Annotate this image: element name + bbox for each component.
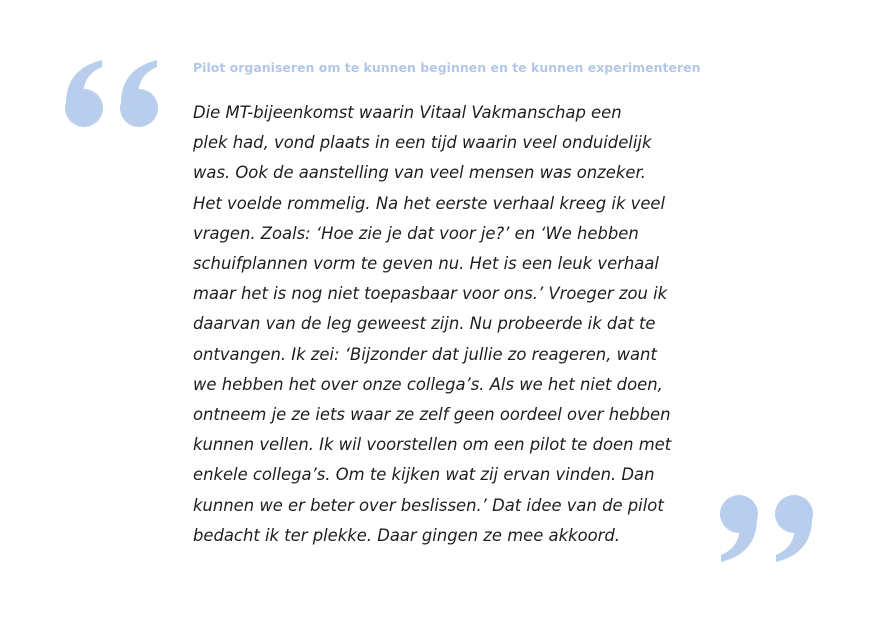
quote-line: daarvan van de leg geweest zijn. Nu probeerde ik dat te <box>193 314 656 334</box>
quote-line: was. Ook de aanstelling van veel mensen was onzeker. <box>193 163 646 183</box>
quote-line: kunnen vellen. Ik wil voorstellen om een pilot te doen met <box>193 435 672 455</box>
quote-line: ontneem je ze iets waar ze zelf geen oordeel over hebben <box>193 405 671 425</box>
quote-line: plek had, vond plaats in een tijd waarin veel onduidelijk <box>193 133 652 153</box>
quote-body <box>193 98 693 551</box>
quote-line: maar het is nog niet toepasbaar voor ons.’ Vroeger zou ik <box>193 284 668 304</box>
quote-line: vragen. Zoals: ‘Hoe zie je dat voor je?’ en ‘We hebben <box>193 223 639 243</box>
quote-line: bedacht ik ter plekke. Daar gingen ze mee akkoord. <box>193 525 620 545</box>
open-quote-icon <box>62 58 166 130</box>
quote-line: we hebben het over onze collega’s. Als we het niet doen, <box>193 374 663 394</box>
quote-line: schuifplannen vorm te geven nu. Het is een leuk verhaal <box>193 254 659 274</box>
quote-line: kunnen we er beter over beslissen.’ Dat idee van de pilot <box>193 495 664 515</box>
quote-line: Het voelde rommelig. Na het eerste verhaal kreeg ik veel <box>193 193 666 213</box>
close-quote-icon <box>712 492 816 564</box>
quote-line: Die MT-bijeenkomst waarin Vitaal Vakmanschap een <box>193 103 622 122</box>
quote-heading: Pilot organiseren om te kunnen beginnen en te kunnen experimenteren <box>193 60 701 75</box>
quote-line: ontvangen. Ik zei: ‘Bijzonder dat jullie zo reageren, want <box>193 344 657 364</box>
quote-line: enkele collega’s. Om te kijken wat zij ervan vinden. Dan <box>193 465 655 485</box>
